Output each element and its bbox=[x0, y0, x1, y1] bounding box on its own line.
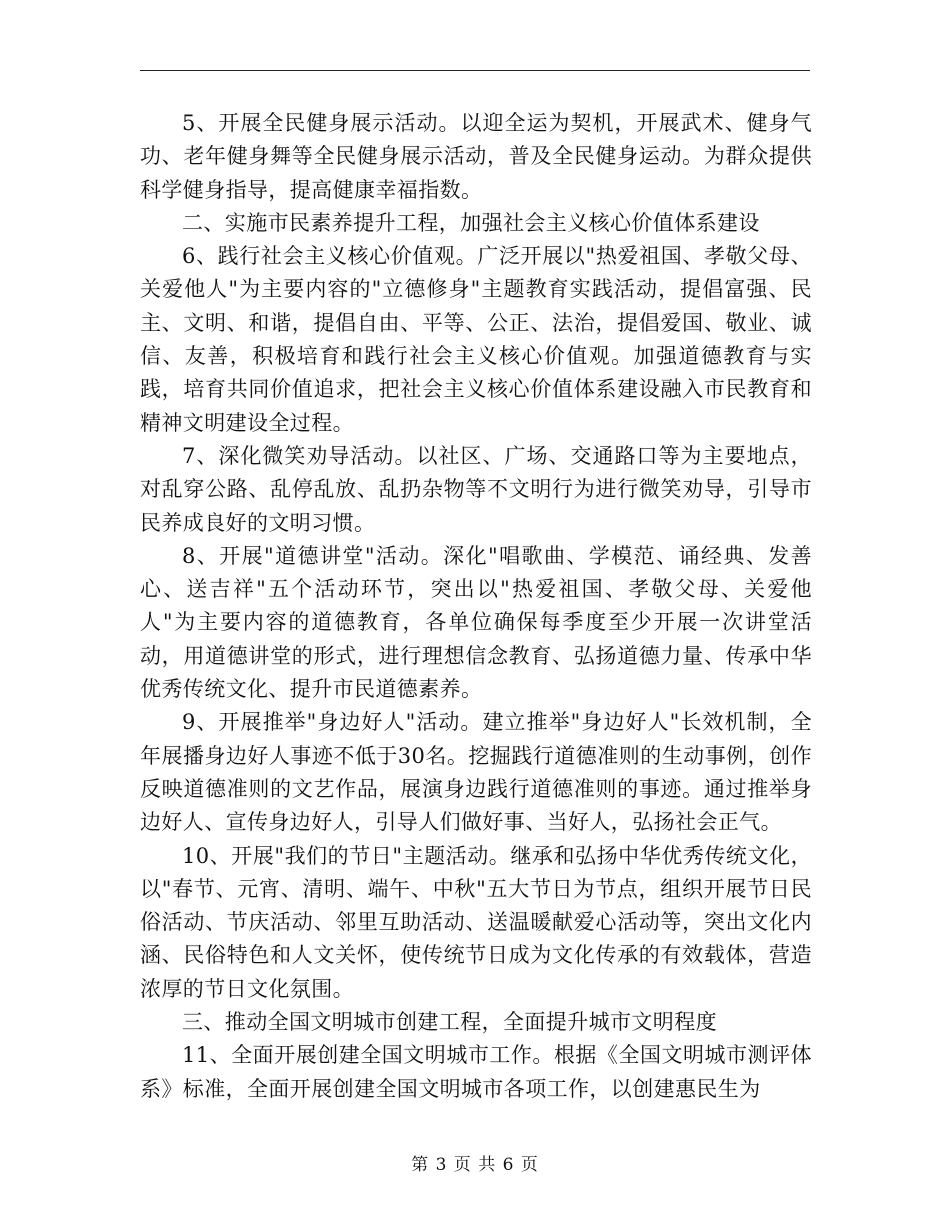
paragraph-item-8: 8、开展"道德讲堂"活动。深化"唱歌曲、学模范、诵经典、发善心、送吉祥"五个活动环节，突出以"热爱祖国、孝敬父母、关爱他人"为主要内容的道德教育，各单位确保每季度至少开展一次讲堂活动，用道德讲堂的形式，进行理想信念教育、弘扬道德力量、传承中华优秀传统文化、提升市民道德素养。 bbox=[140, 543, 812, 702]
paragraph-item-5: 5、开展全民健身展示活动。以迎全运为契机，开展武术、健身气功、老年健身舞等全民健身展示活动，普及全民健身运动。为群众提供科学健身指导，提高健康幸福指数。 bbox=[140, 111, 812, 202]
paragraph-item-10: 10、开展"我们的节日"主题活动。继承和弘扬中华优秀传统文化，以"春节、元宵、清明、端午、中秋"五大节日为节点，组织开展节日民俗活动、节庆活动、邻里互助活动、送温暖献爱心活动等，突出文化内涵、民俗特色和人文关怀，使传统节日成为文化传承的有效载体，营造浓厚的节日文化氛围。 bbox=[140, 843, 812, 1001]
header-rule bbox=[140, 70, 810, 71]
document-body bbox=[140, 107, 812, 1106]
section-heading-2: 二、实施市民素养提升工程，加强社会主义核心价值体系建设 bbox=[182, 210, 760, 235]
section-heading-3: 三、推动全国文明城市创建工程，全面提升城市文明程度 bbox=[182, 1010, 717, 1035]
page-footer bbox=[0, 1150, 950, 1175]
footer-current-page: 3 bbox=[435, 1155, 448, 1175]
paragraph-item-11: 11、全面开展创建全国文明城市工作。根据《全国文明城市测评体系》标准，全面开展创建全国文明城市各项工作，以创建惠民生为 bbox=[140, 1043, 812, 1101]
footer-prefix: 第 bbox=[411, 1155, 430, 1175]
paragraph-item-7: 7、深化微笑劝导活动。以社区、广场、交通路口等为主要地点，对乱穿公路、乱停乱放、乱扔杂物等不文明行为进行微笑劝导，引导市民养成良好的文明习惯。 bbox=[140, 443, 812, 535]
footer-total-word: 共 bbox=[478, 1155, 497, 1175]
paragraph-item-6: 6、践行社会主义核心价值观。广泛开展以"热爱祖国、孝敬父母、关爱他人"为主要内容的"立德修身"主题教育实践活动，提倡富强、民主、文明、和谐，提倡自由、平等、公正、法治，提倡爱国、敬业、诚信、友善，积极培育和践行社会主义核心价值观。加强道德教育与实践，培育共同价值追求，把社会主义核心价值体系建设融入市民教育和精神文明建设全过程。 bbox=[140, 244, 812, 435]
footer-page-word: 页 bbox=[453, 1155, 472, 1175]
footer-total-pages: 6 bbox=[502, 1155, 515, 1175]
paragraph-item-9: 9、开展推举"身边好人"活动。建立推举"身边好人"长效机制，全年展播身边好人事迹不低于30名。挖掘践行道德准则的生动事例，创作反映道德准则的文艺作品，展演身边践行道德准则的事迹。通过推举身边好人、宣传身边好人，引导人们做好事、当好人，弘扬社会正气。 bbox=[140, 710, 812, 835]
footer-suffix: 页 bbox=[520, 1155, 539, 1175]
